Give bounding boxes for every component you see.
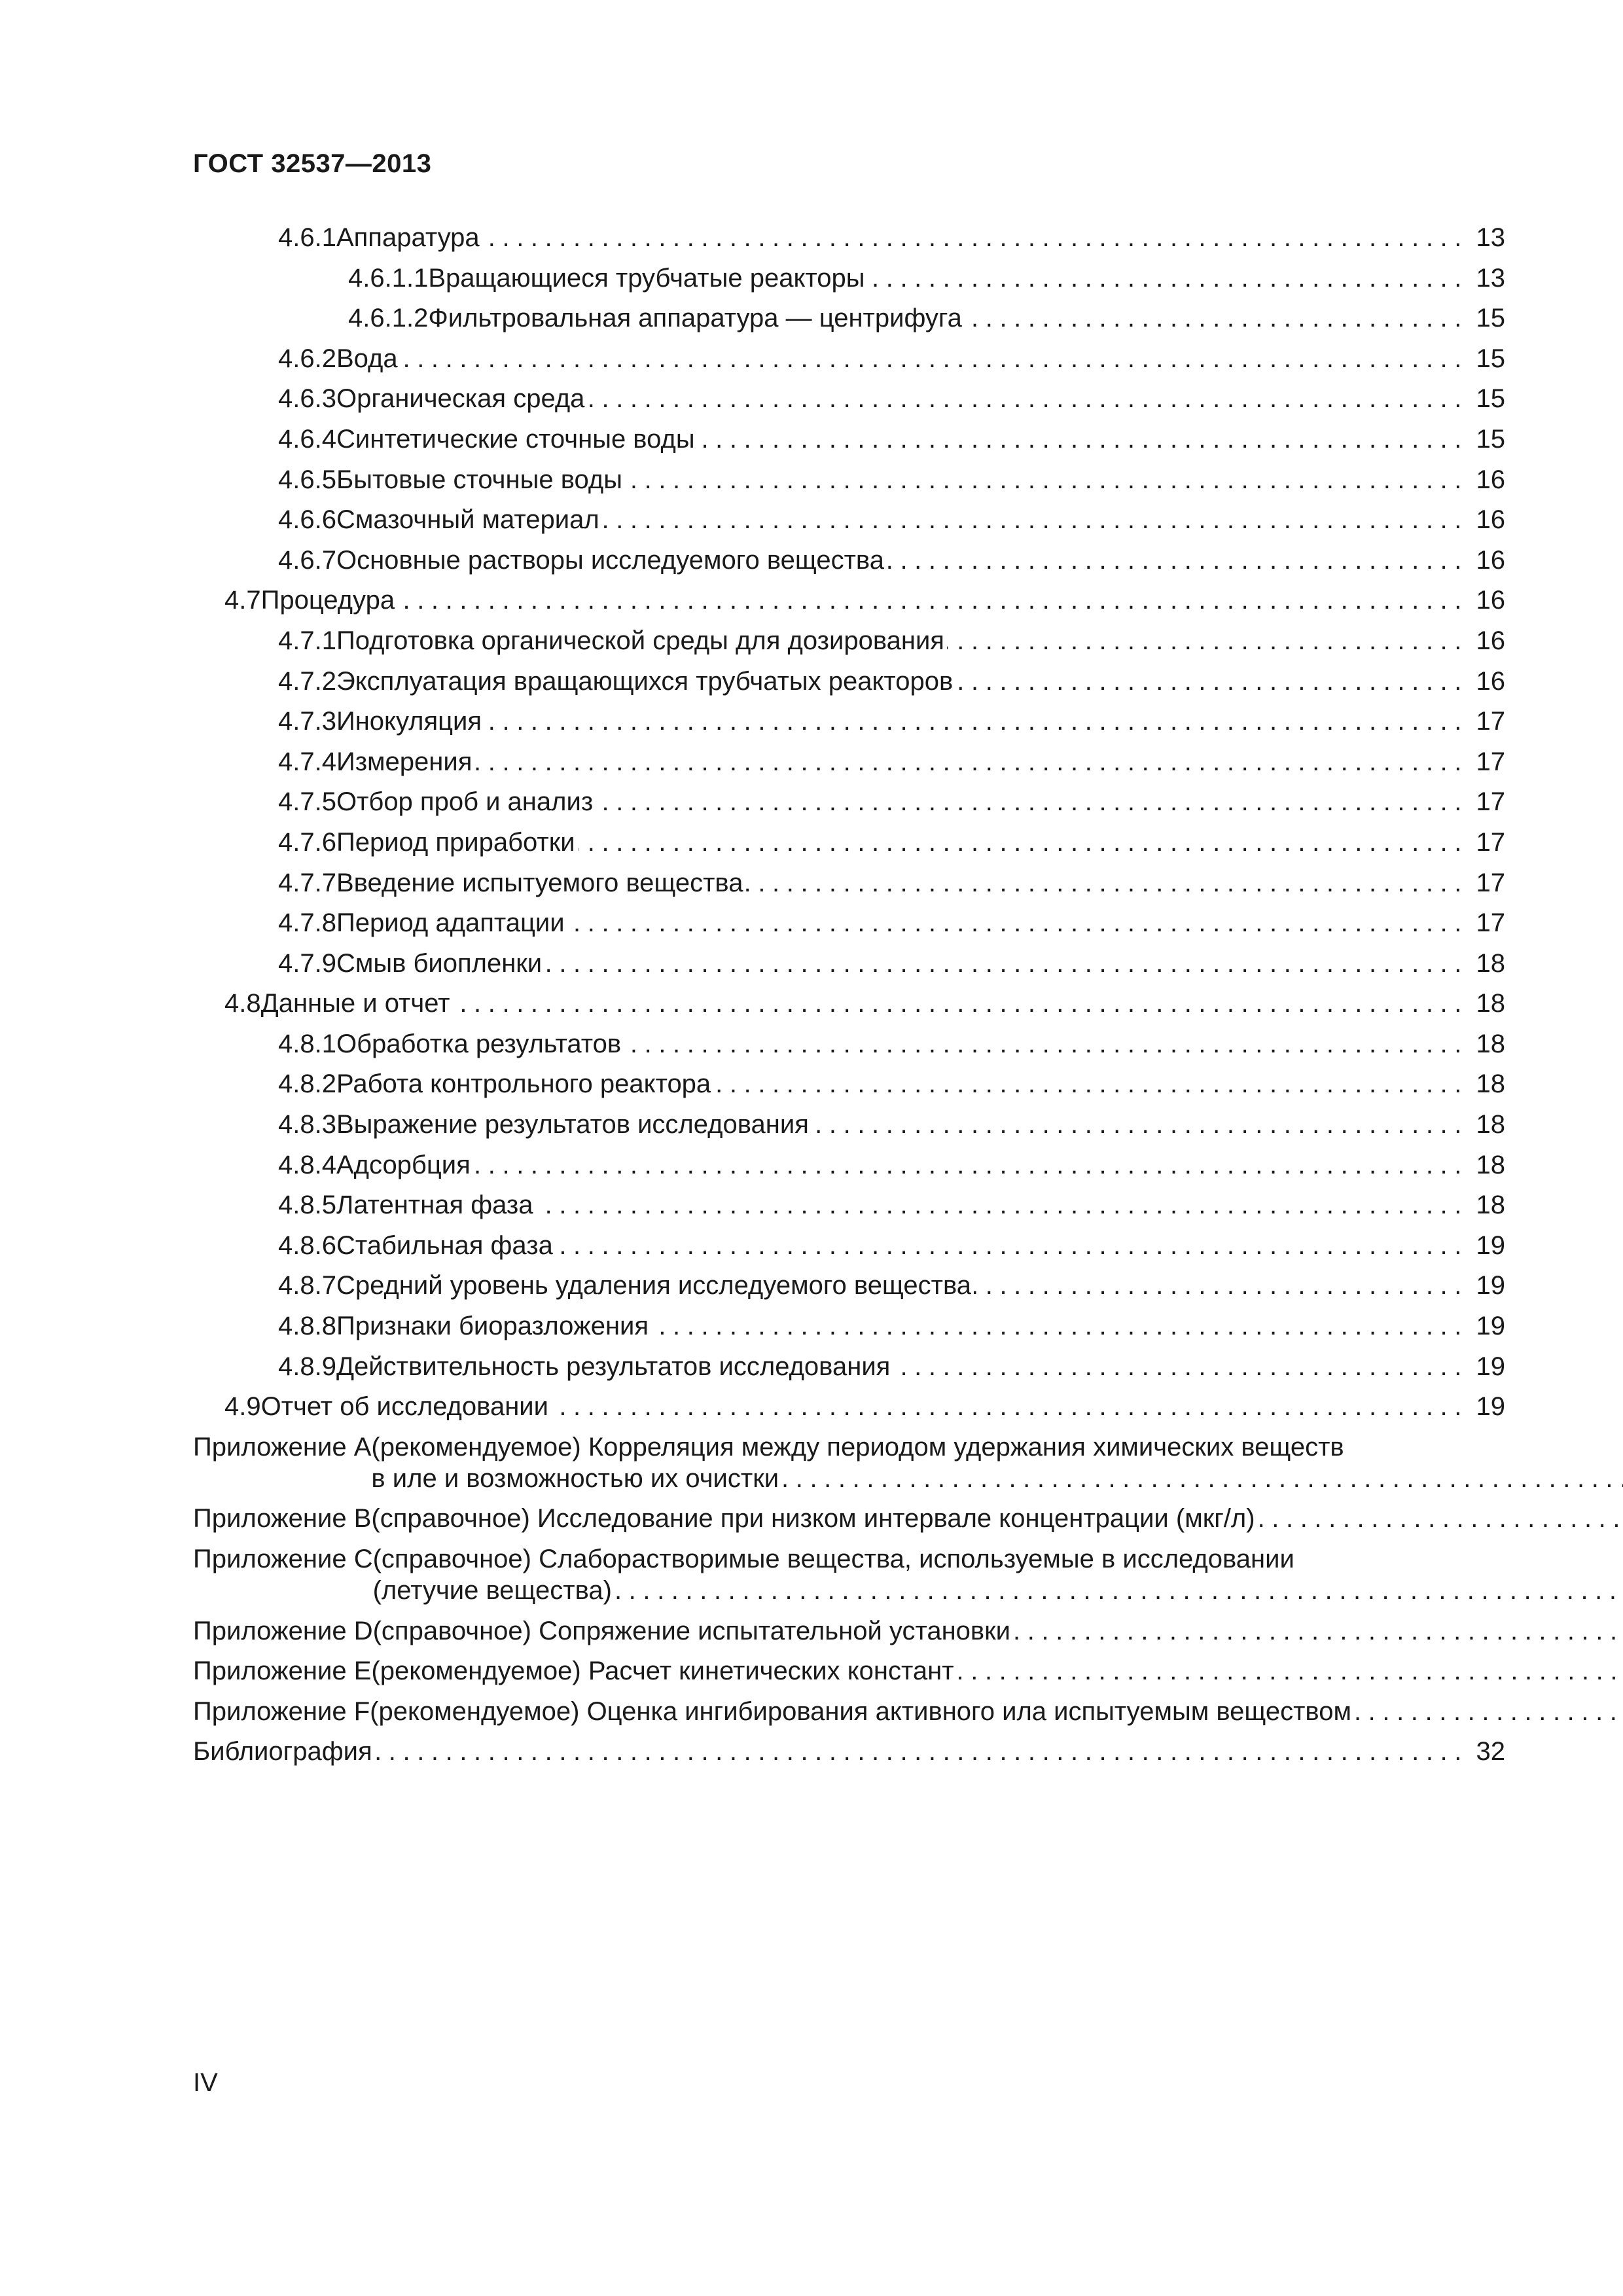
appendix-title-line1: (справочное) Слаборастворимые вещества, используемые в исследовании bbox=[372, 1545, 1294, 1573]
toc-entry bbox=[193, 827, 1505, 868]
dot-leader bbox=[868, 263, 1469, 293]
dot-leader bbox=[397, 585, 1469, 615]
dot-leader bbox=[957, 1656, 1623, 1686]
toc-entry-number: 4.6.1.2 bbox=[348, 304, 429, 333]
toc-entry-page: 18 bbox=[1476, 948, 1505, 978]
toc-entry-number: 4.6.5 bbox=[278, 465, 336, 494]
toc-entry bbox=[193, 1069, 1505, 1109]
toc-entry-number: 4.9 bbox=[224, 1392, 261, 1422]
toc-entry-title: Признаки биоразложения bbox=[336, 1312, 649, 1341]
dot-leader bbox=[947, 626, 1469, 656]
toc-entry-title: Период адаптации bbox=[336, 908, 565, 938]
appendix-label: Приложение А bbox=[193, 1432, 372, 1462]
toc-entry bbox=[193, 1109, 1505, 1150]
dot-leader bbox=[482, 223, 1469, 253]
dot-leader bbox=[698, 424, 1469, 454]
toc-entry-title: Вода bbox=[336, 344, 398, 373]
toc-entry-number: 4.8.2 bbox=[278, 1069, 336, 1099]
toc-entry-number: 4.7.1 bbox=[278, 626, 336, 655]
appendix-entry-c bbox=[193, 1544, 1505, 1616]
toc-entry bbox=[193, 263, 1505, 304]
toc-entry-page: 18 bbox=[1476, 1029, 1505, 1058]
toc-entry-number: 4.8.4 bbox=[278, 1150, 336, 1179]
toc-entry-number: 4.7.6 bbox=[278, 827, 336, 857]
bibliography-page: 32 bbox=[1476, 1737, 1505, 1767]
dot-leader bbox=[625, 465, 1469, 495]
appendix-title: (рекомендуемое) Оценка ингибирования активного ила испытуемым веществом bbox=[370, 1696, 1351, 1726]
dot-leader bbox=[452, 988, 1469, 1018]
appendix-title: (справочное) Исследование при низком интервале концентрации (мкг/л) bbox=[371, 1504, 1255, 1534]
toc-entry-title: Действительность результатов исследования bbox=[336, 1352, 891, 1381]
toc-entry-page: 15 bbox=[1476, 344, 1505, 373]
toc-entry-number: 4.6.3 bbox=[278, 384, 336, 414]
toc-entry-page: 19 bbox=[1476, 1392, 1505, 1422]
dot-leader bbox=[955, 666, 1469, 696]
toc-entry-page: 19 bbox=[1476, 1271, 1505, 1300]
dot-leader bbox=[567, 908, 1469, 938]
toc-entry-number: 4.7.3 bbox=[278, 707, 336, 736]
toc-entry bbox=[193, 1150, 1505, 1191]
dot-leader bbox=[587, 384, 1469, 414]
toc-entry-page: 16 bbox=[1476, 586, 1505, 615]
toc-entry bbox=[193, 1391, 1505, 1432]
toc-entry-title: Синтетические сточные воды bbox=[336, 424, 695, 454]
toc-entry-page: 18 bbox=[1476, 989, 1505, 1018]
toc-entry-page: 18 bbox=[1476, 1110, 1505, 1139]
toc-entry bbox=[193, 1352, 1505, 1392]
toc-entry-page: 18 bbox=[1476, 1069, 1505, 1099]
dot-leader bbox=[893, 1352, 1469, 1382]
toc-entry-page: 15 bbox=[1476, 304, 1505, 333]
toc-entry bbox=[193, 585, 1505, 626]
appendix-entry-f bbox=[193, 1696, 1505, 1737]
toc-entry bbox=[193, 706, 1505, 747]
dot-leader bbox=[713, 1069, 1469, 1099]
dot-leader bbox=[1013, 1616, 1623, 1646]
toc-entry-title: Фильтровальная аппаратура — центрифуга bbox=[428, 304, 962, 333]
toc-entry-title: Отчет об исследовании bbox=[260, 1392, 548, 1422]
toc-entry-number: 4.7.7 bbox=[278, 868, 336, 897]
toc-entry bbox=[193, 626, 1505, 666]
toc-entry-title: Средний уровень удаления исследуемого вещества bbox=[336, 1271, 972, 1300]
toc-entry-title: Основные растворы исследуемого вещества bbox=[336, 545, 884, 575]
toc-entry-title: Эксплуатация вращающихся трубчатых реакторов bbox=[336, 666, 954, 696]
toc-entry bbox=[193, 223, 1505, 263]
dot-leader bbox=[578, 827, 1469, 857]
toc-entry-title: Процедура bbox=[260, 586, 395, 615]
toc-entry-title: Отбор проб и анализ bbox=[336, 787, 594, 817]
dot-leader bbox=[401, 344, 1469, 374]
dot-leader bbox=[624, 1029, 1469, 1059]
dot-leader bbox=[887, 545, 1469, 575]
appendix-entry-e bbox=[193, 1656, 1505, 1696]
toc-entry bbox=[193, 988, 1505, 1029]
toc-entry bbox=[193, 1270, 1505, 1311]
dot-leader bbox=[544, 948, 1469, 978]
dot-leader bbox=[812, 1109, 1469, 1139]
toc-entry-page: 16 bbox=[1476, 505, 1505, 535]
toc-entry bbox=[193, 787, 1505, 827]
toc-entry-title: Подготовка органической среды для дозирования bbox=[336, 626, 944, 655]
toc-entry-number: 4.8.9 bbox=[278, 1352, 336, 1381]
dot-leader bbox=[974, 1270, 1469, 1300]
toc-entry bbox=[193, 666, 1505, 707]
toc-entry-page: 16 bbox=[1476, 626, 1505, 655]
dot-leader bbox=[473, 1150, 1469, 1180]
toc-entry bbox=[193, 948, 1505, 989]
toc-entry-number: 4.6.1 bbox=[278, 223, 336, 252]
appendix-label: Приложение В bbox=[193, 1504, 372, 1534]
toc-entry-number: 4.7.8 bbox=[278, 908, 336, 938]
toc-entry bbox=[193, 747, 1505, 787]
bibliography-label: Библиография bbox=[193, 1737, 372, 1767]
toc-entry-number: 4.8.7 bbox=[278, 1271, 336, 1300]
appendix-label: Приложение С bbox=[193, 1545, 373, 1573]
toc-entry-title: Аппаратура bbox=[336, 223, 480, 252]
toc-entry-page: 17 bbox=[1476, 707, 1505, 736]
dot-leader bbox=[602, 505, 1469, 535]
toc-entry-number: 4.7.4 bbox=[278, 747, 336, 776]
appendix-label: Приложение D bbox=[193, 1616, 373, 1645]
toc-entry-title: Работа контрольного реактора bbox=[336, 1069, 711, 1099]
toc-entry-title: Смазочный материал bbox=[336, 505, 599, 535]
toc-entry-title: Обработка результатов bbox=[336, 1029, 622, 1058]
toc-entry-page: 18 bbox=[1476, 1191, 1505, 1220]
appendix-entry-a bbox=[193, 1432, 1505, 1504]
toc-entry bbox=[193, 1190, 1505, 1230]
toc-entry-page: 17 bbox=[1476, 787, 1505, 817]
toc-entry bbox=[193, 344, 1505, 384]
appendix-title-line2: в иле и возможностью их очистки bbox=[371, 1463, 779, 1493]
toc-entry-title: Инокуляция bbox=[336, 707, 482, 736]
toc-entry bbox=[193, 505, 1505, 545]
toc-entry bbox=[193, 424, 1505, 465]
toc-entry-page: 16 bbox=[1476, 545, 1505, 575]
toc-entry bbox=[193, 545, 1505, 586]
toc-entry-page: 15 bbox=[1476, 384, 1505, 414]
toc-entry-number: 4.6.7 bbox=[278, 545, 336, 575]
appendix-entry-b bbox=[193, 1503, 1505, 1544]
toc-entry-page: 15 bbox=[1476, 424, 1505, 454]
toc-entry-title: Выражение результатов исследования bbox=[336, 1110, 809, 1139]
bibliography-entry bbox=[193, 1736, 1505, 1777]
toc-entry-title: Адсорбция bbox=[336, 1150, 471, 1179]
toc-entry-number: 4.6.1.1 bbox=[348, 263, 429, 293]
dot-leader bbox=[1258, 1503, 1623, 1534]
toc-entry-page: 17 bbox=[1476, 868, 1505, 897]
toc-entry-title: Вращающиеся трубчатые реакторы bbox=[428, 263, 865, 293]
toc-entry-number: 4.7.9 bbox=[278, 948, 336, 978]
appendix-title-line2: (летучие вещества) bbox=[372, 1576, 612, 1605]
toc-entry-number: 4.6.6 bbox=[278, 505, 336, 535]
toc-entry-page: 19 bbox=[1476, 1312, 1505, 1341]
appendix-label: Приложение F bbox=[193, 1696, 370, 1726]
toc-entry-page: 13 bbox=[1476, 223, 1505, 252]
dot-leader bbox=[551, 1391, 1469, 1422]
toc-entry-number: 4.8.3 bbox=[278, 1110, 336, 1139]
appendix-title-line1: (рекомендуемое) Корреляция между периодом удержания химических веществ bbox=[371, 1432, 1344, 1462]
appendix-title: (рекомендуемое) Расчет кинетических констант bbox=[371, 1657, 954, 1686]
appendix-entry-d bbox=[193, 1616, 1505, 1657]
toc-entry bbox=[193, 1029, 1505, 1069]
toc-entry bbox=[193, 868, 1505, 908]
dot-leader bbox=[596, 787, 1469, 817]
toc-entry-number: 4.8.8 bbox=[278, 1312, 336, 1341]
toc-entry-number: 4.8.1 bbox=[278, 1029, 336, 1058]
toc-entry-page: 19 bbox=[1476, 1352, 1505, 1381]
dot-leader bbox=[1354, 1696, 1623, 1727]
dot-leader bbox=[781, 1463, 1623, 1494]
dot-leader bbox=[965, 303, 1469, 333]
toc-entry-number: 4.8 bbox=[224, 989, 261, 1018]
dot-leader bbox=[615, 1575, 1623, 1605]
toc-entry-title: Латентная фаза bbox=[336, 1191, 533, 1220]
toc-entry-title: Данные и отчет bbox=[260, 989, 450, 1018]
toc-entry-number: 4.6.2 bbox=[278, 344, 336, 373]
dot-leader bbox=[556, 1230, 1469, 1261]
toc-entry-page: 17 bbox=[1476, 747, 1505, 776]
toc-entry-title: Смыв биопленки bbox=[336, 948, 543, 978]
page-number: IV bbox=[193, 2068, 218, 2097]
toc-entry-title: Органическая среда bbox=[336, 384, 585, 414]
dot-leader bbox=[375, 1736, 1469, 1767]
toc-entry-number: 4.7.2 bbox=[278, 666, 336, 696]
toc-entry-number: 4.6.4 bbox=[278, 424, 336, 454]
dot-leader bbox=[536, 1190, 1469, 1220]
toc-entry-page: 17 bbox=[1476, 827, 1505, 857]
dot-leader bbox=[484, 706, 1469, 736]
toc-entry bbox=[193, 1230, 1505, 1271]
dot-leader bbox=[474, 747, 1469, 777]
toc-entry-title: Бытовые сточные воды bbox=[336, 465, 622, 494]
toc-entry bbox=[193, 384, 1505, 424]
toc-entry bbox=[193, 465, 1505, 505]
dot-leader bbox=[651, 1311, 1469, 1341]
appendix-title: (справочное) Сопряжение испытательной установки bbox=[372, 1616, 1011, 1645]
toc-entry-number: 4.8.6 bbox=[278, 1230, 336, 1260]
toc-entry-title: Измерения bbox=[336, 747, 473, 776]
toc-entry-title: Стабильная фаза bbox=[336, 1230, 553, 1260]
appendix-label: Приложение Е bbox=[193, 1657, 372, 1686]
document-header: ГОСТ 32537—2013 bbox=[193, 149, 432, 178]
toc-entry bbox=[193, 303, 1505, 344]
toc-entry-page: 17 bbox=[1476, 908, 1505, 938]
dot-leader bbox=[745, 868, 1469, 898]
toc-entry-number: 4.8.5 bbox=[278, 1191, 336, 1220]
toc-entry-title: Введение испытуемого вещества bbox=[336, 868, 743, 897]
table-of-contents bbox=[193, 223, 1505, 1777]
toc-entry bbox=[193, 1311, 1505, 1352]
toc-entry-title: Период приработки bbox=[336, 827, 575, 857]
toc-entry-page: 18 bbox=[1476, 1150, 1505, 1179]
toc-entry bbox=[193, 908, 1505, 948]
toc-entry-page: 16 bbox=[1476, 666, 1505, 696]
toc-entry-page: 16 bbox=[1476, 465, 1505, 494]
toc-entry-number: 4.7 bbox=[224, 586, 261, 615]
toc-entry-number: 4.7.5 bbox=[278, 787, 336, 817]
toc-entry-page: 13 bbox=[1476, 263, 1505, 293]
toc-entry-page: 19 bbox=[1476, 1230, 1505, 1260]
